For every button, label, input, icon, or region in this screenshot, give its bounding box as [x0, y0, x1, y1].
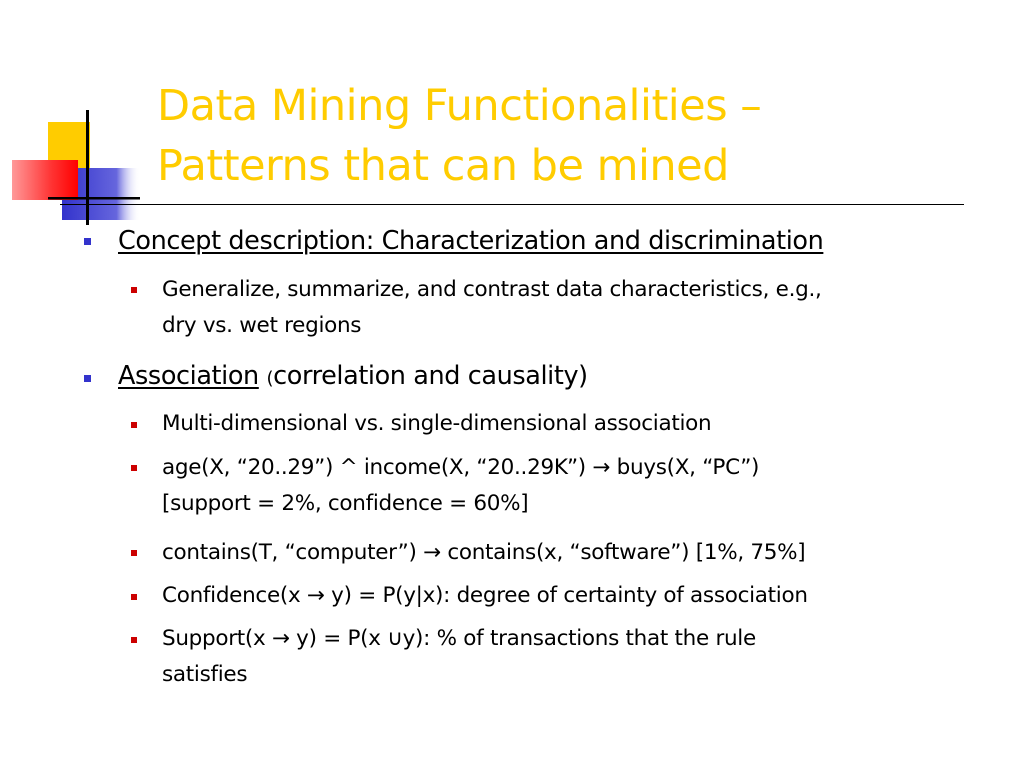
sub-bullet-icon [131, 287, 137, 293]
bullet-association: Association (correlation and causality) [118, 361, 588, 391]
sub-bullet-multidimensional: Multi-dimensional vs. single-dimensional association [162, 411, 712, 436]
sub-bullet-support: Support(x → y) = P(x ∪y): % of transactions that the rule satisfies [162, 626, 756, 687]
slide-logo-icon [0, 100, 140, 230]
slide-title [157, 76, 1007, 196]
slide-title-line-1: Data Mining Functionalities – [157, 81, 762, 131]
sub-bullet-contains-rule: contains(T, “computer”) → contains(x, “software”) [1%, 75%] [162, 540, 806, 565]
sub-bullet-icon [131, 465, 137, 471]
sub-bullet-icon [131, 550, 137, 556]
sub-bullet-age-income-rule: age(X, “20..29”) ^ income(X, “20..29K”) → buys(X, “PC”) [support = 2%, confidence = 60%] [162, 455, 760, 516]
sub-bullet-icon [131, 637, 137, 643]
sub-bullet-generalize: Generalize, summarize, and contrast data characteristics, e.g., dry vs. wet regions [162, 277, 822, 338]
slide-title-line-2: Patterns that can be mined [157, 141, 729, 191]
sub-bullet-confidence: Confidence(x → y) = P(y|x): degree of certainty of association [162, 583, 808, 608]
bullet-square-icon [84, 238, 91, 245]
sub-bullet-icon [131, 422, 137, 428]
bullet-concept-description: Concept description: Characterization and discrimination [118, 226, 824, 256]
sub-bullet-icon [131, 594, 137, 600]
bullet-square-icon [84, 375, 91, 382]
title-divider [60, 204, 964, 205]
